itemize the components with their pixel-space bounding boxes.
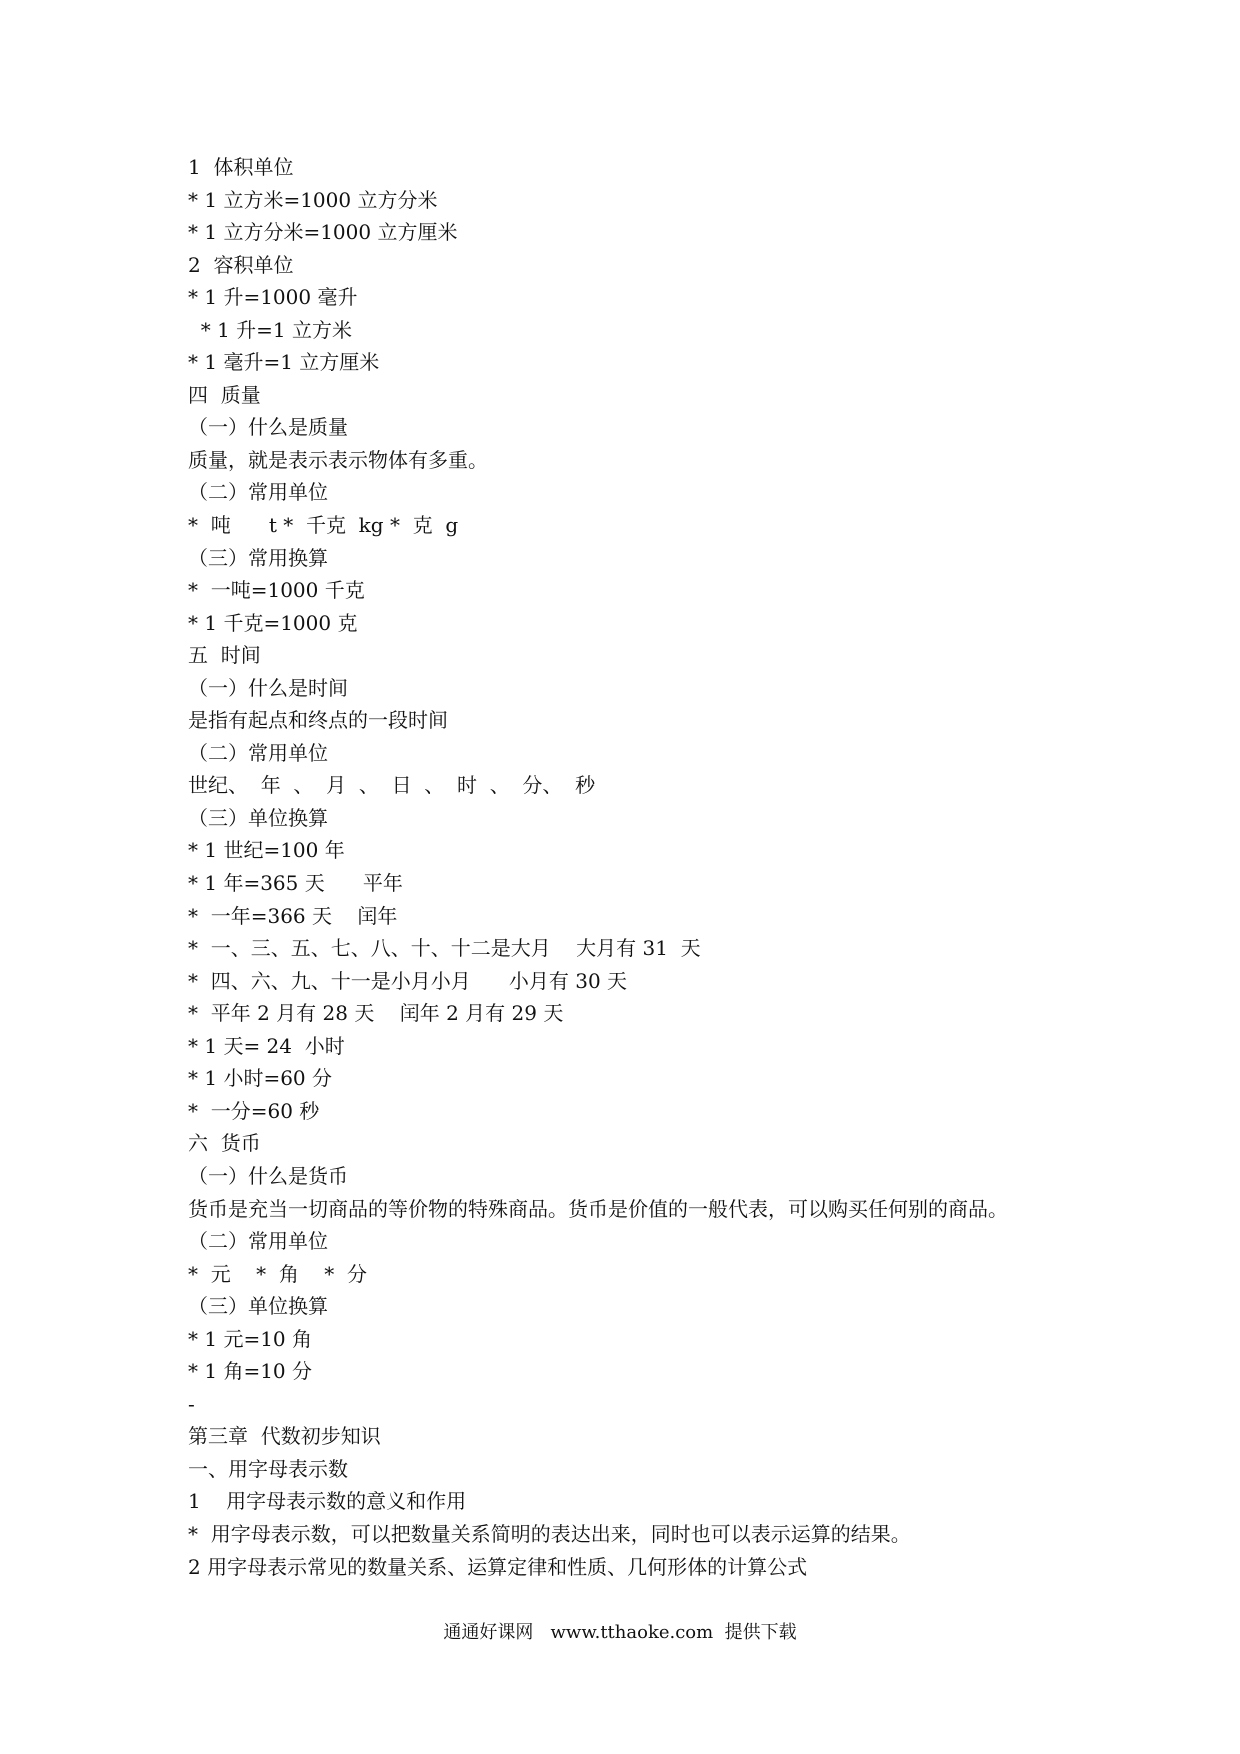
text-line: * 1 升=1000 毫升 <box>188 285 358 310</box>
section-heading: 四 质量 <box>188 382 261 407</box>
subsection-heading: （二）常用单位 <box>188 480 328 505</box>
text-line: * 1 千克=1000 克 <box>188 610 358 635</box>
text-line: * 元 * 角 * 分 <box>188 1261 368 1286</box>
separator-dash: - <box>188 1391 195 1416</box>
subsection-heading: （三）常用换算 <box>188 545 328 570</box>
text-line: 是指有起点和终点的一段时间 <box>188 708 448 733</box>
document-body <box>188 151 1168 1583</box>
text-line: * 一、三、五、七、八、十、十二是大月 大月有 31 天 <box>188 936 701 961</box>
section-heading: 六 货币 <box>188 1131 261 1156</box>
text-line: * 1 世纪=100 年 <box>188 838 345 863</box>
text-line: * 1 升=1 立方米 <box>188 317 352 342</box>
text-line: * 1 立方分米=1000 立方厘米 <box>188 220 458 245</box>
text-line: * 一吨=1000 千克 <box>188 578 365 603</box>
subsection-heading: （二）常用单位 <box>188 740 328 765</box>
text-line: * 1 毫升=1 立方厘米 <box>188 350 380 375</box>
text-line: 质量，就是表示表示物体有多重。 <box>188 447 488 472</box>
subsection-heading: （三）单位换算 <box>188 1294 328 1319</box>
text-line: * 平年 2 月有 28 天 闰年 2 月有 29 天 <box>188 1001 564 1026</box>
subsection-heading: （三）单位换算 <box>188 805 328 830</box>
text-line: 2 用字母表示常见的数量关系、运算定律和性质、几何形体的计算公式 <box>188 1554 808 1579</box>
chapter-heading: 第三章 代数初步知识 <box>188 1424 381 1449</box>
text-line: 2 容积单位 <box>188 252 294 277</box>
text-line: * 1 年=365 天 平年 <box>188 871 403 896</box>
text-line: 1 体积单位 <box>188 155 294 179</box>
section-heading: 一、用字母表示数 <box>188 1456 348 1481</box>
text-line: * 一年=366 天 闰年 <box>188 903 398 928</box>
subsection-heading: （一）什么是质量 <box>188 415 348 440</box>
text-line: * 1 小时=60 分 <box>188 1066 333 1091</box>
text-line: * 吨 t * 千克 kg * 克 g <box>188 513 459 538</box>
subsection-heading: （一）什么是货币 <box>188 1163 348 1188</box>
text-line: 货币是充当一切商品的等价物的特殊商品。货币是价值的一般代表，可以购买任何别的商品。 <box>188 1196 1008 1221</box>
text-line: * 1 角=10 分 <box>188 1359 313 1384</box>
text-line: 世纪、 年 、 月 、 日 、 时 、 分、 秒 <box>188 773 596 798</box>
text-line: * 1 天= 24 小时 <box>188 1033 345 1058</box>
text-line: * 一分=60 秒 <box>188 1098 320 1123</box>
text-line: * 四、六、九、十一是小月小月 小月有 30 天 <box>188 968 628 993</box>
subsection-heading: （二）常用单位 <box>188 1229 328 1254</box>
text-line: * 1 立方米=1000 立方分米 <box>188 187 438 212</box>
subsection-heading: （一）什么是时间 <box>188 675 348 700</box>
page-footer: 通通好课网 www.tthaoke.com 提供下载 <box>443 1622 797 1643</box>
text-line: * 1 元=10 角 <box>188 1326 313 1351</box>
text-line: 1 用字母表示数的意义和作用 <box>188 1489 467 1514</box>
section-heading: 五 时间 <box>188 643 261 668</box>
text-line: * 用字母表示数，可以把数量关系简明的表达出来，同时也可以表示运算的结果。 <box>188 1521 911 1546</box>
